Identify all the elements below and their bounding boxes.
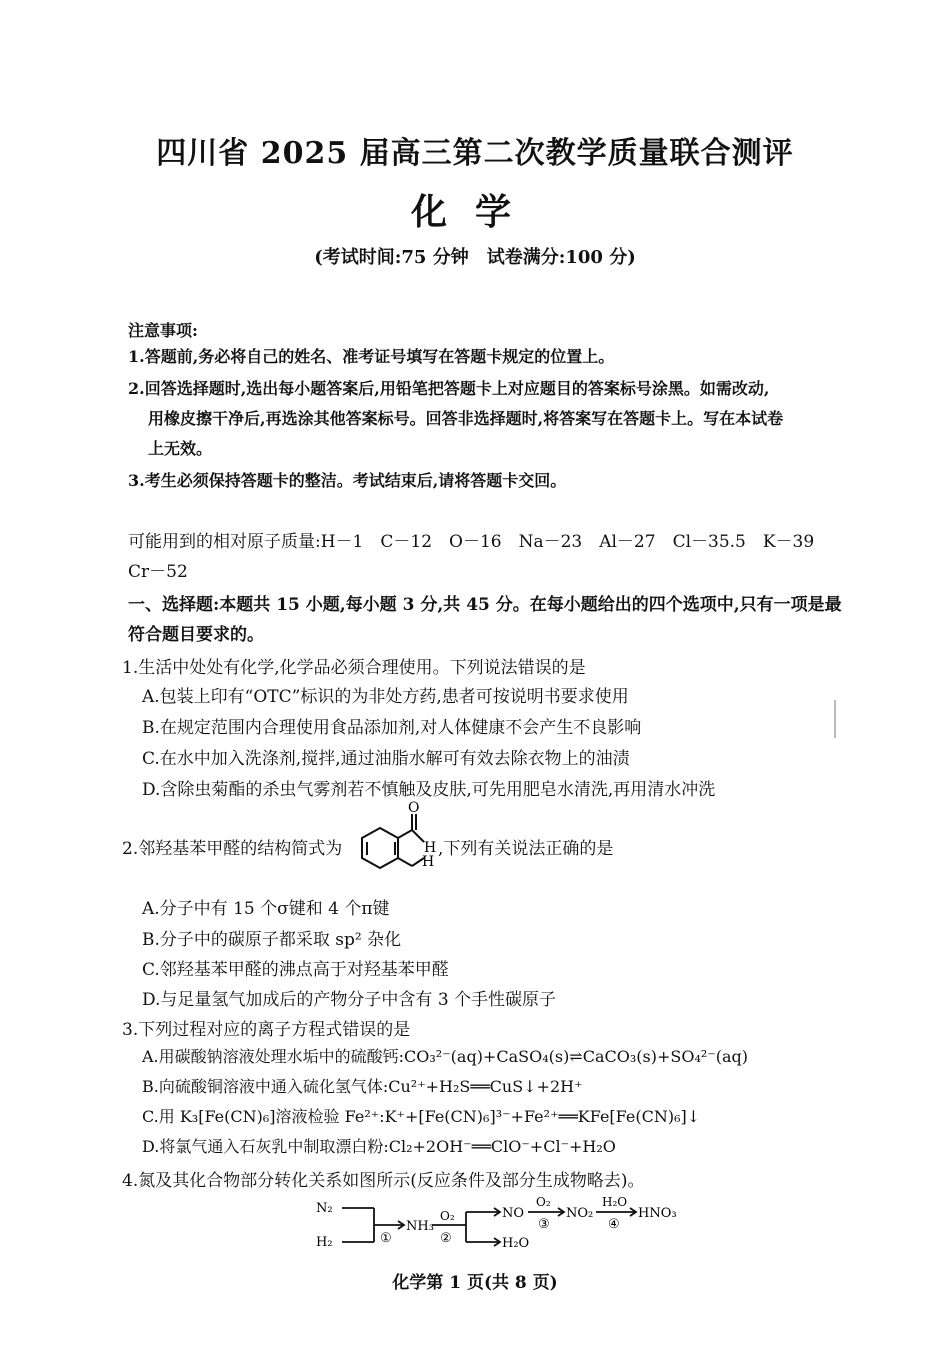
scheme-n2: N₂	[316, 1201, 333, 1216]
question-3-option-c: C.用 K₃[Fe(CN)₆]溶液检验 Fe²⁺:K⁺+[Fe(CN)₆]³⁻+Fe²⁺══KFe[Fe(CN)₆]↓	[142, 1107, 701, 1126]
question-2-option-d: D.与足量氢气加成后的产物分子中含有 3 个手性碳原子	[142, 990, 557, 1010]
scheme-h2o-a: H₂O	[602, 1195, 628, 1209]
nitrogen-conversion-scheme	[300, 1190, 700, 1254]
question-2-option-a: A.分子中有 15 个σ键和 4 个π键	[142, 899, 390, 919]
scheme-hno3: HNO₃	[638, 1206, 677, 1221]
scheme-nh3: NH₃	[406, 1219, 434, 1234]
question-1-option-a: A.包装上印有“OTC”标识的为非处方药,患者可按说明书要求使用	[142, 687, 629, 707]
exam-title: 四川省 2025 届高三第二次教学质量联合测评	[156, 136, 794, 171]
scheme-step-4: ④	[608, 1217, 620, 1232]
question-3-option-d: D.将氯气通入石灰乳中制取漂白粉:Cl₂+2OH⁻══ClO⁻+Cl⁻+H₂O	[142, 1137, 616, 1156]
question-2-stem	[122, 834, 342, 859]
structure-h-label: H	[422, 854, 435, 870]
notes-heading: 注意事项:	[128, 321, 198, 340]
atomic-masses-line: 可能用到的相对原子质量:H－1 C－12 O－16 Na－23 Al－27 Cl－35.5 K－39	[128, 532, 815, 552]
structure-oxygen-label: O	[408, 800, 420, 816]
scheme-o2-b: O₂	[536, 1195, 551, 1209]
note-item: 上无效。	[148, 439, 213, 458]
question-2-stem-after: ,下列有关说法正确的是	[438, 839, 614, 859]
note-item: 1.答题前,务必将自己的姓名、准考证号填写在答题卡规定的位置上。	[128, 347, 615, 366]
structure-h-label: H	[424, 840, 437, 856]
question-2-option-c: C.邻羟基苯甲醛的沸点高于对羟基苯甲醛	[142, 960, 449, 980]
question-1-option-b: B.在规定范围内合理使用食品添加剂,对人体健康不会产生不良影响	[142, 718, 642, 738]
note-item: 2.回答选择题时,选出每小题答案后,用铅笔把答题卡上对应题目的答案标号涂黑。如需改动,	[128, 379, 770, 398]
scheme-h2: H₂	[316, 1235, 333, 1250]
salicylaldehyde-structure	[350, 800, 450, 890]
scheme-step-3: ③	[538, 1217, 550, 1232]
page-footer: 化学第 1 页(共 8 页)	[392, 1273, 558, 1293]
question-2-option-b: B.分子中的碳原子都采取 sp² 杂化	[142, 930, 402, 950]
question-2-stem-before: 2.邻羟基苯甲醛的结构简式为	[122, 839, 343, 859]
atomic-masses-line: Cr－52	[128, 562, 188, 582]
scheme-o2-a: O₂	[440, 1209, 455, 1223]
question-3-option-b: B.向硫酸铜溶液中通入硫化氢气体:Cu²⁺+H₂S══CuS↓+2H⁺	[142, 1077, 583, 1096]
question-1-option-c: C.在水中加入洗涤剂,搅拌,通过油脂水解可有效去除衣物上的油渍	[142, 749, 630, 769]
scheme-no: NO	[502, 1206, 525, 1221]
section-heading: 一、选择题:本题共 15 小题,每小题 3 分,共 45 分。在每小题给出的四个选项中,只有一项是最	[128, 595, 842, 615]
question-4-stem: 4.氮及其化合物部分转化关系如图所示(反应条件及部分生成物略去)。	[122, 1171, 645, 1191]
scheme-no2: NO₂	[566, 1206, 594, 1221]
scan-artifact	[834, 700, 836, 738]
scheme-h2o-b: H₂O	[502, 1236, 530, 1251]
note-item: 3.考生必须保持答题卡的整洁。考试结束后,请将答题卡交回。	[128, 471, 567, 490]
question-1-option-d: D.含除虫菊酯的杀虫气雾剂若不慎触及皮肤,可先用肥皂水清洗,再用清水冲洗	[142, 780, 716, 800]
question-1-stem: 1.生活中处处有化学,化学品必须合理使用。下列说法错误的是	[122, 658, 586, 678]
question-3-stem: 3.下列过程对应的离子方程式错误的是	[122, 1020, 411, 1040]
exam-info: (考试时间:75 分钟 试卷满分:100 分)	[314, 247, 636, 268]
section-heading: 符合题目要求的。	[128, 625, 264, 645]
subject-title: 化学	[410, 191, 539, 233]
question-3-option-a: A.用碳酸钠溶液处理水垢中的硫酸钙:CO₃²⁻(aq)+CaSO₄(s)⇌CaCO₃(s)+SO₄²⁻(aq)	[142, 1047, 748, 1066]
scheme-step-2: ②	[440, 1231, 452, 1246]
note-item: 用橡皮擦干净后,再选涂其他答案标号。回答非选择题时,将答案写在答题卡上。写在本试卷	[148, 409, 784, 428]
scheme-step-1: ①	[380, 1231, 392, 1246]
